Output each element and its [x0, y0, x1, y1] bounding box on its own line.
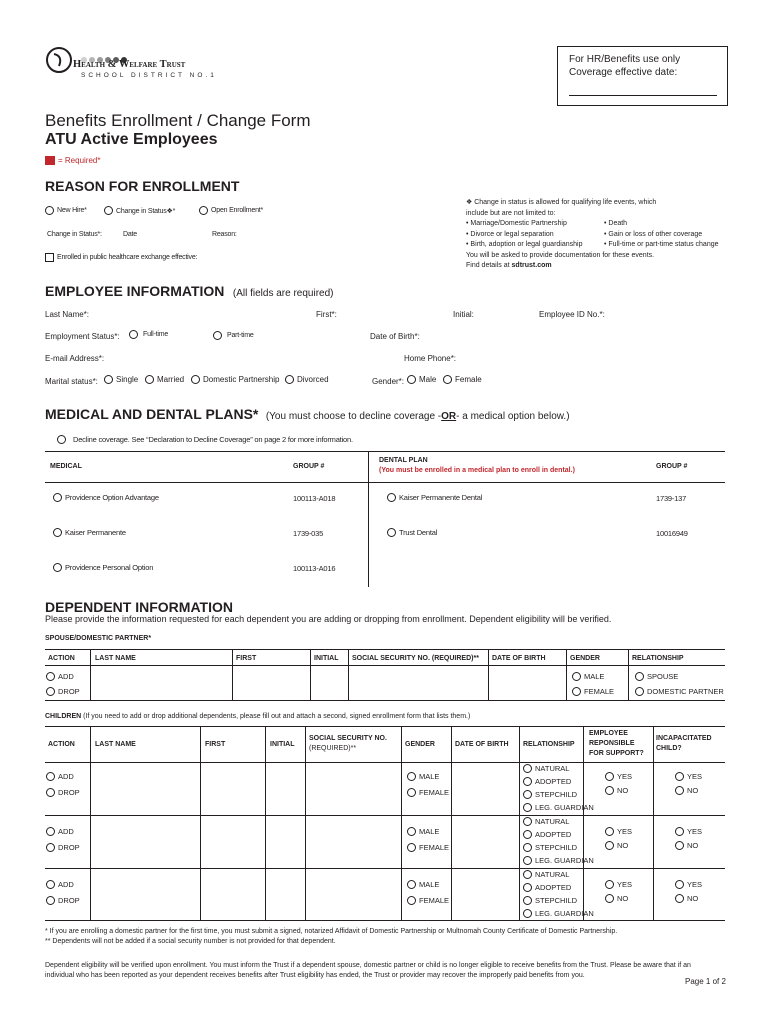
incapacitated-yes-radio[interactable] — [675, 772, 684, 781]
child-male-option[interactable] — [407, 878, 439, 891]
child-add-option[interactable] — [46, 878, 74, 891]
medical-option-radio[interactable] — [53, 493, 62, 502]
no-label: NO — [617, 786, 629, 795]
incapacitated-yes-radio[interactable] — [675, 880, 684, 889]
child-female-radio[interactable] — [407, 788, 416, 797]
plans-note-a: (You must choose to decline coverage - — [265, 411, 442, 422]
child-drop-option[interactable] — [46, 841, 80, 854]
form-subtitle: ATU Active Employees — [45, 131, 218, 148]
child-relationship-group — [523, 762, 594, 814]
full-time-radio[interactable] — [129, 330, 138, 339]
children-col-ssn: SOCIAL SECURITY NO. — [309, 735, 387, 742]
dental-header: DENTAL PLAN — [379, 457, 428, 464]
domestic-partnership-option[interactable] — [191, 375, 279, 384]
relationship-radio[interactable] — [523, 870, 532, 879]
child-female-radio[interactable] — [407, 843, 416, 852]
dental-option-radio[interactable] — [387, 493, 396, 502]
male-label: MALE — [419, 880, 440, 889]
gender-label: Gender*: — [372, 377, 405, 386]
relationship-option[interactable] — [523, 801, 594, 814]
full-time-option[interactable] — [129, 330, 168, 339]
drop-label: DROP — [58, 896, 80, 905]
relationship-option[interactable] — [523, 775, 594, 788]
female-radio[interactable] — [443, 375, 452, 384]
child-female-option[interactable] — [407, 894, 449, 907]
relationship-label: NATURAL — [535, 870, 570, 879]
relationship-option[interactable] — [523, 854, 594, 867]
spouse-female-option[interactable] — [572, 685, 614, 698]
relationship-label: LEG. GUARDIAN — [535, 909, 594, 918]
relationship-radio[interactable] — [523, 803, 532, 812]
female-label: FEMALE — [419, 788, 450, 797]
children-col-responsible — [589, 729, 644, 759]
required-label: = Required* — [58, 156, 101, 165]
dob-field[interactable] — [422, 327, 542, 341]
dental-note: (You must be enrolled in a medical plan to enroll in dental.) — [379, 467, 575, 474]
child-add-radio[interactable] — [46, 880, 55, 889]
child-male-radio[interactable] — [407, 772, 416, 781]
spouse-col-header: INITIAL — [314, 655, 339, 662]
relationship-radio[interactable] — [523, 830, 532, 839]
no-label: NO — [687, 894, 699, 903]
last-name-label: Last Name*: — [45, 310, 90, 319]
note-find — [466, 261, 726, 272]
responsible-line: FOR SUPPORT? — [589, 750, 644, 757]
child-add-option[interactable] — [46, 770, 74, 783]
add-label: ADD — [58, 672, 74, 681]
children-col-action: ACTION — [48, 741, 75, 748]
new-hire-label: New Hire* — [57, 207, 87, 214]
children-col-gender: GENDER — [405, 741, 435, 748]
responsible-yes-radio[interactable] — [605, 827, 614, 836]
yes-label: YES — [687, 880, 703, 889]
children-col-first: FIRST — [205, 741, 226, 748]
medical-option-radio[interactable] — [53, 528, 62, 537]
no-label: NO — [617, 841, 629, 850]
coverage-date-field[interactable] — [569, 94, 717, 96]
responsible-no-radio[interactable] — [605, 894, 614, 903]
drop-label: DROP — [58, 687, 80, 696]
child-drop-radio[interactable] — [46, 843, 55, 852]
male-label: MALE — [419, 827, 440, 836]
incapacitated-line: INCAPACITATED — [656, 735, 712, 742]
male-label: Male — [419, 375, 437, 384]
children-col-initial: INITIAL — [270, 741, 295, 748]
dental-group-number: 1739-137 — [656, 494, 687, 503]
spouse-relationship-option[interactable] — [635, 670, 678, 683]
partner-relationship-radio[interactable] — [635, 687, 644, 696]
relationship-radio[interactable] — [523, 856, 532, 865]
partner-relationship-option[interactable] — [635, 685, 724, 698]
spouse-label: SPOUSE — [647, 672, 679, 681]
medical-group-header: GROUP # — [293, 463, 325, 470]
incapacitated-yes-radio[interactable] — [675, 827, 684, 836]
responsible-yes-radio[interactable] — [605, 772, 614, 781]
responsible-yes-option[interactable] — [605, 878, 632, 891]
relationship-label: STEPCHILD — [535, 896, 578, 905]
plans-note-or: OR — [441, 411, 457, 422]
responsible-line: EMPLOYEE — [589, 730, 628, 737]
note-find-label: Find details at — [466, 262, 512, 269]
child-male-radio[interactable] — [407, 880, 416, 889]
spouse-female-radio[interactable] — [572, 687, 581, 696]
spouse-header-line — [45, 665, 725, 666]
incapacitated-line: CHILD? — [656, 745, 682, 752]
spouse-col-header: ACTION — [48, 655, 75, 662]
note-bullet-left: • Marriage/Domestic Partnership — [466, 220, 567, 227]
plans-table — [45, 451, 725, 587]
site-link[interactable]: sdtrust.com — [511, 262, 552, 269]
logo-emblem-icon — [45, 46, 73, 74]
initial-label: Initial: — [453, 310, 474, 319]
responsible-yes-radio[interactable] — [605, 880, 614, 889]
relationship-option[interactable] — [523, 907, 594, 920]
relationship-radio[interactable] — [523, 909, 532, 918]
eligibility-line-1: Dependent eligibility will be verified upon enrollment. You must inform the Trust if a dependent spouse, domestic partner or child is no longer eligible to receive benefits from the Trust. Please be aware that if an — [45, 962, 691, 969]
no-label: NO — [687, 786, 699, 795]
open-enrollment-label: Open Enrollment* — [211, 207, 264, 214]
incapacitated-no-radio[interactable] — [675, 894, 684, 903]
dental-option-radio[interactable] — [387, 528, 396, 537]
relationship-option[interactable] — [523, 828, 594, 841]
medical-option[interactable] — [53, 493, 159, 502]
open-enrollment-option[interactable] — [199, 206, 263, 215]
reason-field[interactable] — [242, 240, 442, 241]
child-add-option[interactable] — [46, 825, 74, 838]
child-relationship-group — [523, 815, 594, 867]
medical-option[interactable] — [53, 528, 126, 537]
first-name-label: First*: — [316, 310, 337, 319]
responsible-no-radio[interactable] — [605, 786, 614, 795]
page-number: Page 1 of 2 — [685, 977, 726, 986]
child-drop-option[interactable] — [46, 786, 80, 799]
incapacitated-no-radio[interactable] — [675, 786, 684, 795]
incapacitated-no-option[interactable] — [675, 784, 698, 797]
relationship-label: ADOPTED — [535, 830, 572, 839]
note-docs: You will be asked to provide documentation for these events. — [466, 251, 655, 259]
responsible-line: REPONSIBLE — [589, 740, 635, 747]
relationship-label: ADOPTED — [535, 777, 572, 786]
change-status-date-field[interactable] — [140, 240, 206, 241]
open-enrollment-radio[interactable] — [199, 206, 208, 215]
email-field[interactable] — [106, 349, 396, 363]
no-label: NO — [687, 841, 699, 850]
responsible-yes-option[interactable] — [605, 770, 632, 783]
change-in-status-radio[interactable] — [104, 206, 113, 215]
dental-group-number: 10016949 — [656, 529, 688, 538]
relationship-radio[interactable] — [523, 764, 532, 773]
relationship-radio[interactable] — [523, 817, 532, 826]
married-label: Married — [157, 375, 185, 384]
last-name-field[interactable] — [90, 305, 310, 319]
relationship-radio[interactable] — [523, 790, 532, 799]
new-hire-option[interactable] — [45, 206, 87, 215]
medical-group-number: 100113-A016 — [293, 564, 336, 573]
dental-group-header: GROUP # — [656, 463, 688, 470]
add-label: ADD — [58, 880, 74, 889]
plans-heading-row — [45, 406, 570, 424]
male-radio[interactable] — [407, 375, 416, 384]
decline-label: Decline coverage. See “Declaration to Decline Coverage” on page 2 for more information. — [73, 435, 353, 444]
marital-status-label: Marital status*: — [45, 377, 98, 386]
logo-subtitle: SCHOOL DISTRICT NO.1 — [81, 72, 217, 79]
child-drop-radio[interactable] — [46, 896, 55, 905]
change-in-status-label: Change in Status❖* — [116, 207, 176, 215]
relationship-option[interactable] — [523, 881, 594, 894]
dob-label: Date of Birth*: — [370, 332, 420, 341]
married-radio[interactable] — [145, 375, 154, 384]
divorced-radio[interactable] — [285, 375, 294, 384]
relationship-option[interactable] — [523, 788, 594, 801]
female-label: FEMALE — [419, 843, 450, 852]
relationship-label: NATURAL — [535, 764, 570, 773]
home-phone-field[interactable] — [460, 349, 610, 363]
single-option[interactable] — [104, 375, 138, 384]
single-radio[interactable] — [104, 375, 113, 384]
children-col-dob: DATE OF BIRTH — [455, 741, 509, 748]
medical-option-radio[interactable] — [53, 563, 62, 572]
female-label: FEMALE — [419, 896, 450, 905]
yes-label: YES — [687, 827, 703, 836]
domestic-partner-label: DOMESTIC PARTNER — [647, 687, 724, 696]
employee-heading-row — [45, 283, 333, 301]
responsible-yes-option[interactable] — [605, 825, 632, 838]
new-hire-radio[interactable] — [45, 206, 54, 215]
form-title: Benefits Enrollment / Change Form — [45, 111, 311, 130]
male-label: MALE — [419, 772, 440, 781]
employment-status-label: Employment Status*: — [45, 332, 120, 341]
spouse-add-radio[interactable] — [46, 672, 55, 681]
relationship-label: LEG. GUARDIAN — [535, 803, 594, 812]
medical-option[interactable] — [53, 563, 153, 572]
dental-option-name: Kaiser Permanente Dental — [399, 493, 483, 502]
relationship-label: STEPCHILD — [535, 790, 578, 799]
responsible-no-radio[interactable] — [605, 841, 614, 850]
children-col-ssn-note: (REQUIRED)** — [309, 745, 357, 752]
spouse-drop-option[interactable] — [46, 685, 80, 698]
coverage-date-label: Coverage effective date: — [569, 67, 678, 78]
required-swatch — [45, 156, 55, 165]
incapacitated-no-option[interactable] — [675, 892, 698, 905]
medical-option-name: Kaiser Permanente — [65, 528, 126, 537]
plans-heading: MEDICAL AND DENTAL PLANS* — [45, 406, 259, 422]
medical-group-number: 100113-A018 — [293, 494, 336, 503]
spouse-male-radio[interactable] — [572, 672, 581, 681]
child-male-radio[interactable] — [407, 827, 416, 836]
note-line-1: ❖ Change in status is allowed for qualifying life events, which — [466, 199, 657, 206]
dependent-heading: DEPENDENT INFORMATION — [45, 599, 233, 615]
reason-label: Reason: — [212, 231, 237, 238]
status-change-note — [466, 198, 726, 272]
spouse-drop-radio[interactable] — [46, 687, 55, 696]
child-drop-option[interactable] — [46, 894, 80, 907]
change-status-date-label: Change in Status*: — [47, 231, 102, 238]
incapacitated-yes-option[interactable] — [675, 825, 702, 838]
add-label: ADD — [58, 827, 74, 836]
children-col-last-name: LAST NAME — [95, 741, 136, 748]
child-female-option[interactable] — [407, 841, 449, 854]
incapacitated-yes-option[interactable] — [675, 770, 702, 783]
spouse-col-header: SOCIAL SECURITY NO. (REQUIRED)** — [352, 655, 479, 662]
relationship-option[interactable] — [523, 868, 594, 881]
child-add-radio[interactable] — [46, 827, 55, 836]
plans-note-b: - a medical option below.) — [456, 411, 570, 422]
dependent-intro: Please provide the information requested for each dependent you are adding or dropping from enrollment. Dependent eligibility will be verified. — [45, 614, 612, 624]
incapacitated-no-radio[interactable] — [675, 841, 684, 850]
yes-label: YES — [617, 827, 633, 836]
child-female-option[interactable] — [407, 786, 449, 799]
spouse-col-header: GENDER — [570, 655, 600, 662]
divorced-label: Divorced — [297, 375, 329, 384]
medical-option-name: Providence Personal Option — [65, 563, 154, 572]
initial-field[interactable] — [476, 305, 531, 319]
female-option[interactable] — [443, 375, 482, 384]
footnote-2: ** Dependents will not be added if a social security number is not provided for that dependent. — [45, 938, 336, 945]
medical-option-name: Providence Option Advantage — [65, 493, 159, 502]
note-line-2: include but are not limited to: — [466, 209, 556, 217]
note-bullet-left: • Birth, adoption or legal guardianship — [466, 241, 583, 248]
responsible-no-option[interactable] — [605, 892, 628, 905]
relationship-option[interactable] — [523, 841, 594, 854]
responsible-no-option[interactable] — [605, 839, 628, 852]
employee-id-field[interactable] — [606, 305, 726, 319]
female-label: Female — [455, 375, 482, 384]
date-label: Date — [123, 231, 137, 238]
married-option[interactable] — [145, 375, 184, 384]
male-label: MALE — [584, 672, 605, 681]
male-option[interactable] — [407, 375, 436, 384]
child-add-radio[interactable] — [46, 772, 55, 781]
relationship-option[interactable] — [523, 815, 594, 828]
relationship-option[interactable] — [523, 894, 594, 907]
child-female-radio[interactable] — [407, 896, 416, 905]
children-col-incapacitated — [656, 734, 712, 754]
relationship-label: NATURAL — [535, 817, 570, 826]
eligibility-line-2: individual who has been reported as your dependent receives benefits after Trust eligibility has ended, the Trust or provider may recover the improperly paid benefits from you. — [45, 972, 585, 979]
medical-group-number: 1739-035 — [293, 529, 324, 538]
incapacitated-no-option[interactable] — [675, 839, 698, 852]
logo-title: Health & Welfare Trust — [73, 59, 186, 70]
part-time-radio[interactable] — [213, 331, 222, 340]
child-male-option[interactable] — [407, 770, 439, 783]
spouse-table — [45, 649, 725, 701]
yes-label: YES — [617, 772, 633, 781]
logo — [45, 46, 220, 80]
spouse-add-option[interactable] — [46, 670, 74, 683]
home-phone-label: Home Phone*: — [404, 354, 457, 363]
relationship-label: ADOPTED — [535, 883, 572, 892]
responsible-no-option[interactable] — [605, 784, 628, 797]
full-time-label: Full-time — [143, 331, 169, 338]
employee-id-label: Employee ID No.*: — [539, 310, 605, 319]
note-bullet-left: • Divorce or legal separation — [466, 230, 554, 238]
yes-label: YES — [617, 880, 633, 889]
children-label-row — [45, 713, 470, 720]
dental-option[interactable] — [387, 493, 482, 502]
change-in-status-option[interactable] — [104, 206, 175, 215]
domestic-partnership-radio[interactable] — [191, 375, 200, 384]
note-bullet-right: • Full-time or part-time status change — [604, 241, 719, 248]
hr-use-label: For HR/Benefits use only — [569, 54, 681, 65]
dental-option[interactable] — [387, 528, 437, 537]
children-label: CHILDREN — [45, 713, 82, 720]
spouse-label: SPOUSE/DOMESTIC PARTNER* — [45, 635, 152, 642]
spouse-male-option[interactable] — [572, 670, 604, 683]
first-name-field[interactable] — [338, 305, 448, 319]
part-time-label: Part-time — [227, 332, 254, 339]
relationship-option[interactable] — [523, 762, 594, 775]
footnote-1: * If you are enrolling a domestic partner for the first time, you must submit a signed, notarized Affidavit of Domestic Partnership or Multnomah County Certificate of Domestic Partnership. — [45, 928, 618, 935]
spouse-relationship-radio[interactable] — [635, 672, 644, 681]
exchange-option[interactable] — [45, 253, 197, 262]
relationship-label: LEG. GUARDIAN — [535, 856, 594, 865]
divorced-option[interactable] — [285, 375, 329, 384]
plans-divider-1 — [368, 451, 369, 587]
drop-label: DROP — [58, 843, 80, 852]
child-male-option[interactable] — [407, 825, 439, 838]
relationship-radio[interactable] — [523, 843, 532, 852]
children-col-relationship: RELATIONSHIP — [523, 741, 575, 748]
spouse-col-header: DATE OF BIRTH — [492, 655, 546, 662]
domestic-partnership-label: Domestic Partnership — [203, 375, 280, 384]
children-table — [45, 726, 725, 921]
decline-radio[interactable] — [57, 435, 66, 444]
relationship-radio[interactable] — [523, 883, 532, 892]
spouse-col-header: LAST NAME — [95, 655, 136, 662]
hr-use-box — [557, 46, 728, 106]
note-bullet-right: • Death — [604, 220, 628, 227]
incapacitated-yes-option[interactable] — [675, 878, 702, 891]
part-time-option[interactable] — [213, 331, 254, 340]
spouse-col-header: RELATIONSHIP — [632, 655, 684, 662]
children-note: (If you need to add or drop additional dependents, please fill out and attach a second, signed enrollment form that lists them.) — [83, 713, 471, 720]
medical-header: MEDICAL — [50, 463, 82, 470]
plans-heading-note — [266, 411, 570, 422]
employee-heading: EMPLOYEE INFORMATION — [45, 283, 225, 299]
spouse-col-header: FIRST — [236, 655, 257, 662]
relationship-label: STEPCHILD — [535, 843, 578, 852]
drop-label: DROP — [58, 788, 80, 797]
no-label: NO — [617, 894, 629, 903]
exchange-label: Enrolled in public healthcare exchange effective: — [57, 254, 198, 261]
dental-option-name: Trust Dental — [399, 528, 438, 537]
add-label: ADD — [58, 772, 74, 781]
female-label: FEMALE — [584, 687, 615, 696]
decline-option[interactable] — [57, 435, 353, 444]
single-label: Single — [116, 375, 139, 384]
exchange-checkbox[interactable] — [45, 253, 54, 262]
required-legend — [45, 156, 100, 165]
relationship-radio[interactable] — [523, 777, 532, 786]
yes-label: YES — [687, 772, 703, 781]
relationship-radio[interactable] — [523, 896, 532, 905]
child-relationship-group — [523, 868, 594, 920]
email-label: E-mail Address*: — [45, 354, 105, 363]
employee-heading-note: (All fields are required) — [232, 288, 334, 299]
note-bullet-right: • Gain or loss of other coverage — [604, 230, 703, 238]
reason-heading: REASON FOR ENROLLMENT — [45, 178, 240, 194]
child-drop-radio[interactable] — [46, 788, 55, 797]
